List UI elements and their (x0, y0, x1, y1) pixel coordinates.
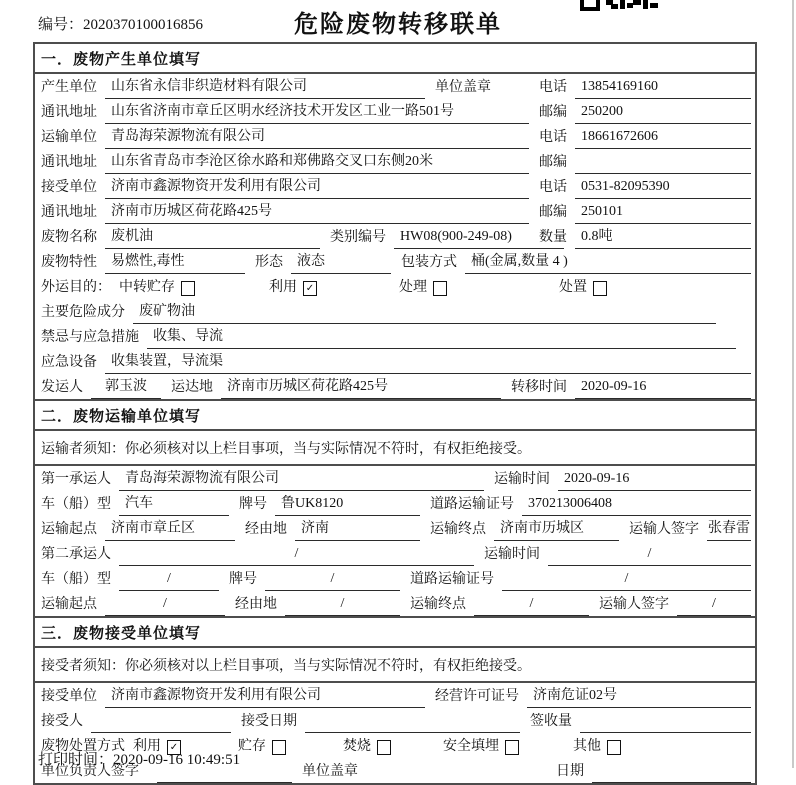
waste-property-label: 废物特性 (41, 255, 97, 270)
unit-seal-label: 单位盖章 (302, 764, 358, 779)
route1-end-label: 运输终点 (430, 522, 486, 537)
route2-via-label: 经由地 (235, 597, 277, 612)
page-title: 危险废物转移联单 (294, 12, 502, 38)
print-time-value: 2020-09-16 10:49:51 (113, 752, 241, 768)
route2-sign-value: / (677, 596, 751, 616)
transfer-time-label: 转移时间 (511, 380, 567, 395)
row-equipment (35, 349, 755, 374)
row-waste-property (35, 249, 755, 274)
producer-label: 产生单位 (41, 80, 97, 95)
row-taboo (35, 324, 755, 349)
transporter-value: 青岛海荣源物流有限公司 (105, 125, 529, 149)
road-license2-value: / (502, 571, 751, 591)
purpose-option-dispose: 处置 (559, 276, 607, 299)
checkbox-disposal-other (607, 740, 621, 755)
disposal-option-store: 贮存 (238, 735, 343, 758)
carrier2-time-value: / (548, 546, 751, 566)
carrier2-label: 第二承运人 (41, 547, 111, 562)
responsible-sign-value (157, 779, 292, 783)
plate1-value: 鲁UK8120 (275, 492, 420, 516)
transporter-phone-label: 电话 (539, 130, 567, 145)
carrier1-label: 第一承运人 (41, 472, 111, 487)
row-purpose (35, 274, 755, 299)
carrier1-time-value: 2020-09-16 (558, 471, 751, 491)
checkbox-dispose (593, 281, 607, 296)
serial-number: 2020370100016856 (83, 17, 204, 33)
transporter-zip-value (575, 170, 751, 174)
row-receiver-address (35, 199, 755, 224)
purpose-option-transfer-storage: 中转贮存 (119, 276, 269, 299)
operating-license-label: 经营许可证号 (435, 689, 519, 704)
disposal-option-incinerate: 焚烧 (343, 735, 443, 758)
packing-value: 桶(金属,数量 4 ) (465, 250, 751, 274)
row-carrier1 (35, 466, 755, 491)
disposal-option-other: 其他 (573, 735, 621, 758)
vehicle1-value: 汽车 (119, 492, 229, 516)
waste-category-label: 类别编号 (330, 230, 386, 245)
sign-date-label: 日期 (556, 764, 584, 779)
checkbox-disposal-landfill (505, 740, 519, 755)
row-hazard (35, 299, 755, 324)
dest-value: 济南市历城区荷花路425号 (221, 375, 501, 399)
row-receiver (35, 174, 755, 199)
route1-start-label: 运输起点 (41, 522, 97, 537)
taboo-value: 收集、导流 (147, 325, 736, 349)
purpose-option-treat: 处理 (399, 276, 559, 299)
route2-sign-label: 运输人签字 (599, 597, 669, 612)
carrier2-time-label: 运输时间 (484, 547, 540, 562)
transporter-zip-label: 邮编 (539, 155, 567, 170)
waste-name-label: 废物名称 (41, 230, 97, 245)
route2-start-value: / (105, 596, 225, 616)
receiver-address-value: 济南市历城区荷花路425号 (105, 200, 529, 224)
window-right-edge (792, 0, 794, 768)
dest-label: 运达地 (171, 380, 213, 395)
acceptor-value (91, 729, 231, 733)
receive-unit-label: 接受单位 (41, 689, 97, 704)
transporter-address-label: 通讯地址 (41, 155, 97, 170)
receive-unit-value: 济南市鑫源物资开发利用有限公司 (105, 684, 425, 708)
section2-notice: 运输者须知：你必须核对以上栏目事项，当与实际情况不符时，有权拒绝接受。 (35, 431, 755, 466)
row-vehicle2 (35, 566, 755, 591)
section2-header: 二．废物运输单位填写 (35, 399, 755, 431)
checkbox-treat (433, 281, 447, 296)
checkbox-utilize: ✓ (303, 281, 317, 296)
qr-code-fragment-icon (580, 0, 658, 11)
producer-phone-value: 13854169160 (575, 79, 751, 99)
checkbox-transfer-storage (181, 281, 195, 296)
sign-date-value (592, 779, 751, 783)
producer-value: 山东省永信非织造材料有限公司 (105, 75, 425, 99)
section1-header: 一．废物产生单位填写 (35, 44, 755, 74)
row-transporter (35, 124, 755, 149)
route1-sign-label: 运输人签字 (629, 522, 699, 537)
accept-date-label: 接受日期 (241, 714, 297, 729)
row-receive-unit (35, 683, 755, 708)
carrier1-time-label: 运输时间 (494, 472, 550, 487)
hazard-label: 主要危险成分 (41, 305, 125, 320)
row-transporter-address (35, 149, 755, 174)
row-route1 (35, 516, 755, 541)
waste-qty-label: 数量 (539, 230, 567, 245)
document-header (0, 0, 796, 40)
equipment-value: 收集装置，导流渠 (105, 350, 751, 374)
waste-property-value: 易燃性,毒性 (105, 250, 245, 274)
route1-start-value: 济南市章丘区 (105, 517, 235, 541)
row-shipper (35, 374, 755, 399)
producer-address-value: 山东省济南市章丘区明水经济技术开发区工业一路501号 (105, 100, 529, 124)
vehicle1-label: 车（船）型 (41, 497, 111, 512)
vehicle2-label: 车（船）型 (41, 572, 111, 587)
producer-phone-label: 电话 (539, 80, 567, 95)
shipper-value: 郭玉波 (91, 375, 161, 399)
packing-label: 包装方式 (401, 255, 457, 270)
row-producer-address (35, 99, 755, 124)
received-qty-label: 签收量 (530, 714, 572, 729)
accept-date-value (305, 729, 520, 733)
purpose-label: 外运目的： (41, 280, 111, 295)
section3-header: 三．废物接受单位填写 (35, 616, 755, 648)
route1-end-value: 济南市历城区 (494, 517, 619, 541)
row-vehicle1 (35, 491, 755, 516)
transporter-address-value: 山东省青岛市李沧区徐水路和郑佛路交叉口东侧20米 (105, 150, 529, 174)
route2-start-label: 运输起点 (41, 597, 97, 612)
plate2-value: / (265, 571, 400, 591)
producer-zip-label: 邮编 (539, 105, 567, 120)
checkbox-disposal-store (272, 740, 286, 755)
waste-category-value: HW08(900-249-08) (394, 229, 564, 249)
row-waste-name (35, 224, 755, 249)
disposal-label: 废物处置方式 (41, 739, 125, 754)
disposal-option-utilize: 利用 ✓ (133, 735, 238, 758)
shipper-label: 发运人 (41, 380, 83, 395)
waste-qty-value: 0.8吨 (575, 225, 751, 249)
manifest-form (33, 42, 757, 785)
print-time-line (38, 748, 240, 769)
receiver-value: 济南市鑫源物资开发利用有限公司 (105, 175, 529, 199)
route1-sign-value: 张春雷 (707, 517, 751, 541)
row-acceptor (35, 708, 755, 733)
route1-via-label: 经由地 (245, 522, 287, 537)
row-route2 (35, 591, 755, 616)
receiver-phone-label: 电话 (539, 180, 567, 195)
print-time-label: 打印时间： (38, 752, 114, 768)
responsible-sign-label: 单位负责人签字 (41, 764, 139, 779)
waste-form-label: 形态 (255, 255, 283, 270)
road-license1-value: 370213006408 (522, 496, 751, 516)
carrier2-value: / (119, 546, 474, 566)
plate2-label: 牌号 (229, 572, 257, 587)
receiver-address-label: 通讯地址 (41, 205, 97, 220)
operating-license-value: 济南危证02号 (527, 684, 751, 708)
hazard-value: 废矿物油 (133, 300, 716, 324)
producer-zip-value: 250200 (575, 104, 751, 124)
receiver-phone-value: 0531-82095390 (575, 179, 751, 199)
route2-end-value: / (474, 596, 589, 616)
received-qty-value (580, 729, 751, 733)
equipment-label: 应急设备 (41, 355, 97, 370)
road-license1-label: 道路运输证号 (430, 497, 514, 512)
purpose-option-utilize: 利用 ✓ (269, 276, 399, 299)
transporter-label: 运输单位 (41, 130, 97, 145)
disposal-option-landfill: 安全填埋 (443, 735, 573, 758)
row-producer (35, 74, 755, 99)
receiver-label: 接受单位 (41, 180, 97, 195)
waste-form-value: 液态 (291, 250, 391, 274)
waste-name-value: 废机油 (105, 225, 320, 249)
checkbox-disposal-incinerate (377, 740, 391, 755)
checkbox-disposal-utilize: ✓ (167, 740, 181, 755)
acceptor-label: 接受人 (41, 714, 83, 729)
serial-number-line (38, 13, 203, 34)
receiver-zip-label: 邮编 (539, 205, 567, 220)
route2-end-label: 运输终点 (410, 597, 466, 612)
carrier1-value: 青岛海荣源物流有限公司 (119, 467, 484, 491)
plate1-label: 牌号 (239, 497, 267, 512)
producer-seal-label: 单位盖章 (435, 80, 491, 95)
taboo-label: 禁忌与应急措施 (41, 330, 139, 345)
road-license2-label: 道路运输证号 (410, 572, 494, 587)
receiver-zip-value: 250101 (575, 204, 751, 224)
row-carrier2 (35, 541, 755, 566)
transfer-time-value: 2020-09-16 (575, 379, 751, 399)
vehicle2-value: / (119, 571, 219, 591)
transporter-phone-value: 18661672606 (575, 129, 751, 149)
section3-notice: 接受者须知：你必须核对以上栏目事项，当与实际情况不符时，有权拒绝接受。 (35, 648, 755, 683)
route1-via-value: 济南 (295, 517, 420, 541)
producer-address-label: 通讯地址 (41, 105, 97, 120)
route2-via-value: / (285, 596, 400, 616)
serial-label: 编号： (38, 17, 84, 33)
